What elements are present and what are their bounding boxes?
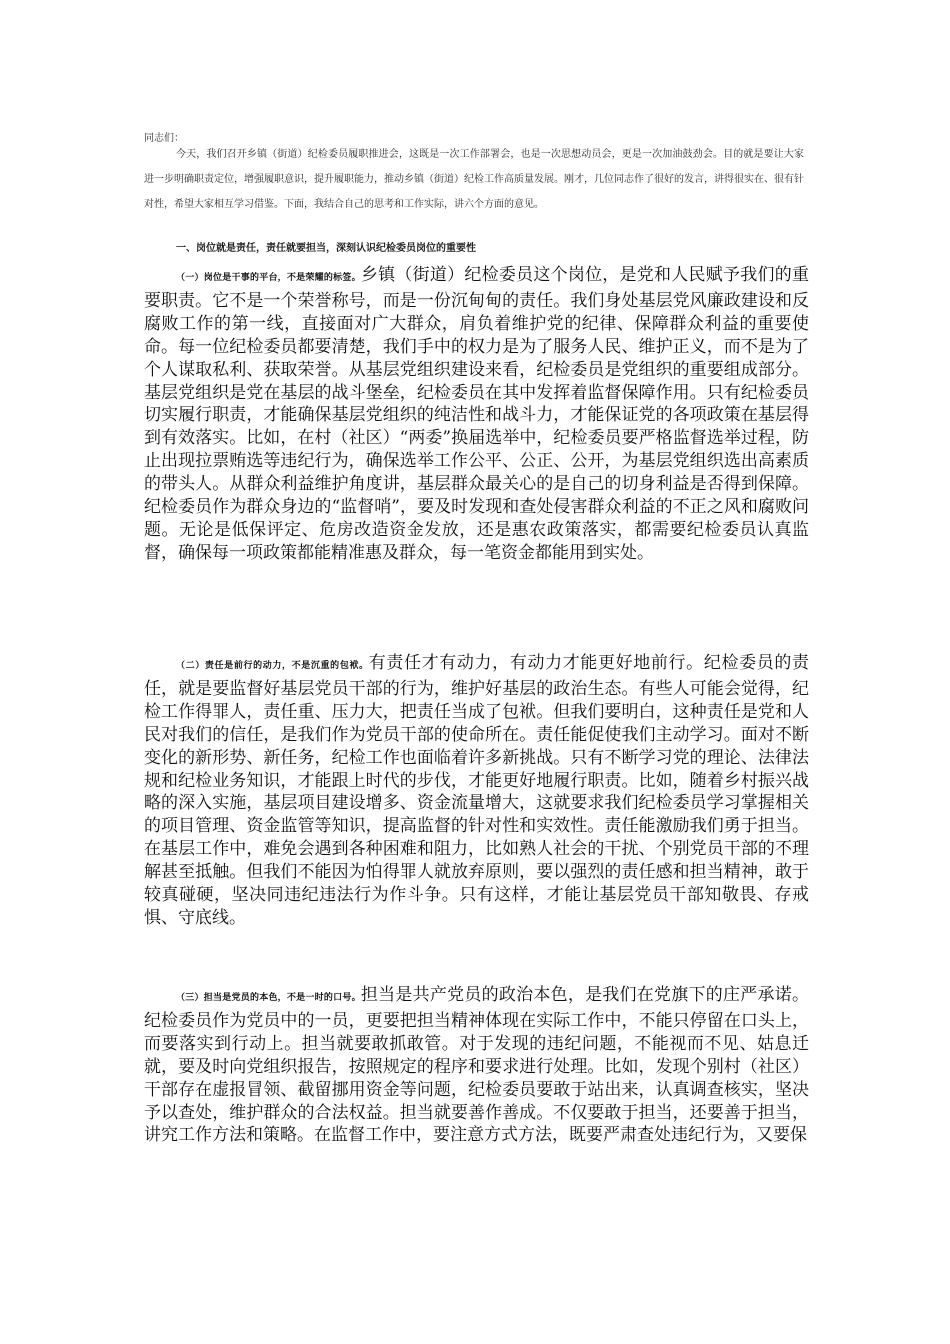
subsection-1-lead: （一）岗位是干事的平台，不是荣耀的标签。 (176, 273, 361, 283)
subsection-3-lead: （三）担当是党员的本色，不是一时的口号。 (176, 993, 361, 1003)
section-heading-1: 一、岗位就是责任，责任就要担当，深刻认识纪检委员岗位的重要性 (176, 243, 476, 254)
subsection-3-body: 担当是共产党员的政治本色，是我们在党旗下的庄严承诺。纪检委员作为党员中的一员，更要把担当精神体现在实际工作中，不能只停留在口头上，而要落实到行动上。担当就要敢抓敢管。对于发现的违纪问题，不能视而不见、姑息迁就，要及时向党组织报告，按照规定的程序和要求进行处理。比如，发现个别村（社区）干部存在虚报冒领、截留挪用资金等问题，纪检委员要敢于站出来，认真调查核实，坚决予以查处，维护群众的合法权益。担当就要善作善成。不仅要敢于担当，还要善于担当，讲究工作方法和策略。在监督工作中，要注意方式方法，既要严肃查处违纪行为，又要保 (144, 985, 809, 1146)
subsection-2-lead: （二）责任是前行的动力，不是沉重的包袱。 (176, 661, 369, 671)
subsection-2-body: 有责任才有动力，有动力才能更好地前行。纪检委员的责任，就是要监督好基层党员干部的行为，维护好基层的政治生态。有些人可能会觉得，纪检工作得罪人，责任重、压力大，把责任当成了包袱。但我们要明白，这种责任是党和人民对我们的信任，是我们作为党员干部的使命所在。责任能促使我们主动学习。面对不断变化的新形势、新任务，纪检工作也面临着许多新挑战。只有不断学习党的理论、法律法规和纪检业务知识，才能跟上时代的步伐，才能更好地履行职责。比如，随着乡村振兴战略的深入实施，基层项目建设增多、资金流量增大，这就要求我们纪检委员学习掌握相关的项目管理、资金监管等知识，提高监督的针对性和实效性。责任能激励我们勇于担当。在基层工作中，难免会遇到各种困难和阻力，比如熟人社会的干扰、个别党员干部的不理解甚至抵触。但我们不能因为怕得罪人就放弃原则，要以强烈的责任感和担当精神，敢于较真碰硬，坚决同违纪违法行为作斗争。只有这样，才能让基层党员干部知敬畏、存戒惧、守底线。 (144, 653, 809, 928)
subsection-1 (144, 264, 809, 565)
greeting: 同志们： (144, 133, 184, 144)
subsection-3 (144, 984, 809, 1147)
subsection-1-body: 乡镇（街道）纪检委员这个岗位，是党和人民赋予我们的重要职责。它不是一个荣誉称号，而是一份沉甸甸的责任。我们身处基层党风廉政建设和反腐败工作的第一线，直接面对广大群众，肩负着维护党的纪律、保障群众利益的重要使命。每一位纪检委员都要清楚，我们手中的权力是为了服务人民、维护正义，而不是为了个人谋取私利、获取荣誉。从基层党组织建设来看，纪检委员是党组织的重要组成部分。基层党组织是党在基层的战斗堡垒，纪检委员在其中发挥着监督保障作用。只有纪检委员切实履行职责，才能确保基层党组织的纯洁性和战斗力，才能保证党的各项政策在基层得到有效落实。比如，在村（社区）“两委”换届选举中，纪检委员要严格监督选举过程，防止出现拉票贿选等违纪行为，确保选举工作公平、公正、公开，为基层党组织选出高素质的带头人。从群众利益维护角度讲，基层群众最关心的是自己的切身利益是否得到保障。纪检委员作为群众身边的“监督哨”，要及时发现和查处侵害群众利益的不正之风和腐败问题。无论是低保评定、危房改造资金发放，还是惠农政策落实，都需要纪检委员认真监督，确保每一项政策都能精准惠及群众，每一笔资金都能用到实处。 (144, 265, 809, 563)
subsection-2 (144, 652, 809, 930)
intro-paragraph: 今天，我们召开乡镇（街道）纪检委员履职推进会，这既是一次工作部署会，也是一次思想动员会，更是一次加油鼓劲会。目的就是要让大家进一步明确职责定位，增强履职意识，提升履职能力，推动乡镇（街道）纪检工作高质量发展。刚才，几位同志作了很好的发言，讲得很实在、很有针对性，希望大家相互学习借鉴。下面，我结合自己的思考和工作实际，讲六个方面的意见。 (144, 149, 804, 210)
